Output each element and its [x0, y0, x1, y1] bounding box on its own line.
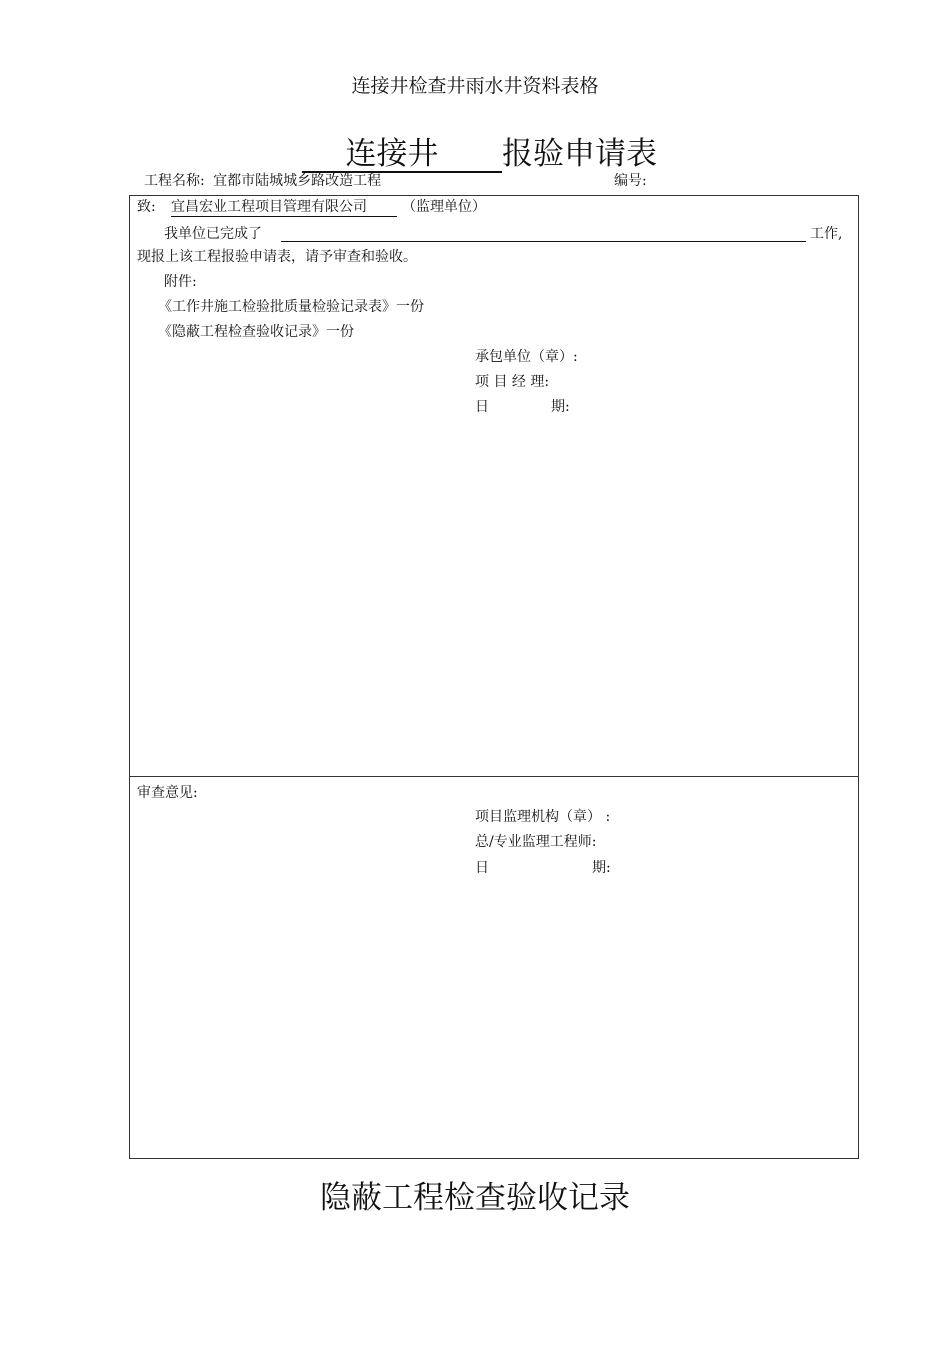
project-name-value: 宜都市陆城城乡路改造工程 [213, 173, 382, 189]
completed-work-blank [281, 224, 806, 242]
addressee-role: （监理单位） [402, 199, 486, 215]
addressee-value: 宜昌宏业工程项目管理有限公司 [171, 199, 367, 215]
review-date-char1: 日 [475, 860, 489, 876]
form-title-blank-value: 连接井 [345, 136, 439, 172]
project-name-row [144, 170, 381, 190]
form-title-suffix: 报验申请表 [502, 136, 657, 172]
attachment-item: 《工作井施工检验批质量检验记录表》一份 [158, 299, 424, 315]
form-title-blank [302, 137, 502, 173]
addressee-field [171, 196, 397, 217]
attachments-label: 附件: [164, 274, 197, 290]
attachment-item: 《隐蔽工程检查验收记录》一份 [158, 324, 354, 340]
serial-number-label: 编号: [614, 173, 647, 189]
form-title [302, 128, 657, 173]
contractor-unit-label: 承包单位（章）: [475, 349, 578, 365]
completed-work-label: 我单位已完成了 [164, 226, 262, 242]
completed-work-suffix: 工作, [810, 226, 843, 242]
contractor-date-char1: 日 [475, 399, 489, 415]
review-opinion-label: 审查意见: [137, 785, 198, 801]
supervision-engineer-label: 总/专业监理工程师: [475, 834, 597, 850]
project-manager-label: 项 目 经 理: [475, 374, 550, 390]
form-divider [129, 776, 859, 777]
project-name-label: 工程名称: [144, 173, 205, 189]
supervision-org-label: 项目监理机构（章） : [475, 809, 611, 825]
addressee-prefix: 致: [137, 199, 156, 215]
request-text: 现报上该工程报验申请表，请予审查和验收。 [137, 249, 417, 265]
next-form-title: 隐蔽工程检查验收记录 [320, 1180, 630, 1216]
contractor-date-char2: 期: [551, 399, 570, 415]
document-header: 连接井检查井雨水井资料表格 [351, 75, 599, 97]
review-date-char2: 期: [592, 860, 611, 876]
